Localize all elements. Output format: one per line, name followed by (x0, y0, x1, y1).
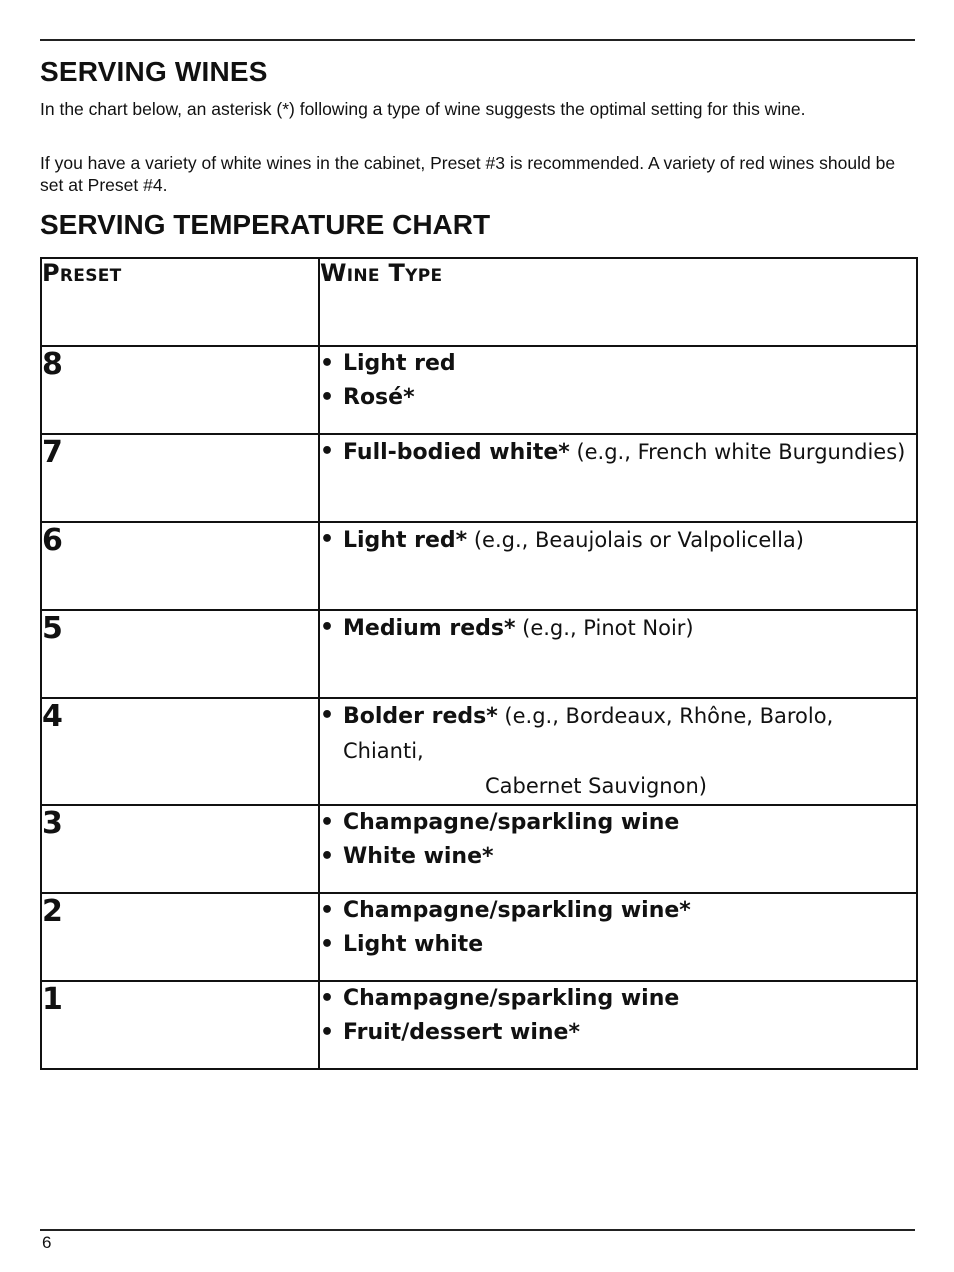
list-item: • Light red (320, 351, 456, 376)
table-row (41, 893, 917, 981)
list-item: • Bolder reds* (e.g., Bordeaux, Rhône, Barolo, Chianti, (320, 703, 834, 763)
table-row (41, 346, 917, 434)
wine-name: Champagne/sparkling wine* (343, 898, 691, 923)
preset-number: 2 (42, 894, 63, 929)
list-item: • Medium reds* (e.g., Pinot Noir) (320, 615, 694, 641)
wine-cell (319, 346, 917, 434)
preset-number: 1 (42, 982, 63, 1017)
wine-cell (319, 434, 917, 522)
wine-name: Champagne/sparkling wine (343, 986, 680, 1011)
list-item: • Champagne/sparkling wine (320, 810, 680, 835)
wine-note: (e.g., Bordeaux, Rhône, Barolo, Chianti, (343, 704, 834, 763)
list-item: • Champagne/sparkling wine* (320, 898, 691, 923)
table-row (41, 981, 917, 1069)
wine-cell (319, 698, 917, 805)
serving-temperature-table (40, 257, 918, 1070)
preset-number: 3 (42, 806, 63, 841)
section-title: SERVING WINES (40, 56, 268, 87)
list-item: • White wine* (320, 844, 494, 869)
preset-cell (41, 346, 319, 434)
list-item: • Light white (320, 932, 484, 957)
preset-header (41, 258, 319, 346)
preset-cell (41, 434, 319, 522)
table-row (41, 610, 917, 698)
wine-note: (e.g., French white Burgundies) (569, 440, 906, 464)
list-item: • Full-bodied white* (e.g., French white Burgundies) (320, 439, 906, 465)
wine-note: (e.g., Pinot Noir) (515, 616, 694, 640)
list-item: • Rosé* (320, 385, 415, 410)
preset-cell (41, 893, 319, 981)
top-rule (40, 39, 915, 41)
preset-number: 8 (42, 347, 63, 382)
wine-cell (319, 981, 917, 1069)
table-row (41, 434, 917, 522)
page-number: 6 (42, 1233, 52, 1252)
intro-paragraph-2: If you have a variety of white wines in the cabinet, Preset #3 is recommended. A variety of red wines should be set at Preset #4. (40, 153, 896, 195)
wine-note-continuation: Cabernet Sauvignon) (485, 774, 707, 798)
preset-number: 7 (42, 435, 63, 470)
wine-name: Medium reds* (343, 616, 516, 641)
preset-cell (41, 522, 319, 610)
wine-name: Light red* (343, 528, 468, 553)
preset-number: 4 (42, 699, 63, 734)
preset-cell (41, 981, 319, 1069)
list-item: • Fruit/dessert wine* (320, 1020, 580, 1045)
list-item: • Champagne/sparkling wine (320, 986, 680, 1011)
table-header-row (41, 258, 917, 346)
wine-name: Full-bodied white* (343, 440, 570, 465)
wine-type-header-label: Wine Type (320, 259, 443, 287)
bottom-rule (40, 1229, 915, 1231)
preset-cell (41, 698, 319, 805)
wine-cell (319, 805, 917, 893)
wine-cell (319, 893, 917, 981)
wine-cell (319, 522, 917, 610)
preset-number: 6 (42, 523, 63, 558)
wine-note: (e.g., Beaujolais or Valpolicella) (467, 528, 804, 552)
preset-cell (41, 805, 319, 893)
intro-paragraph-1: In the chart below, an asterisk (*) following a type of wine suggests the optimal setting for this wine. (40, 99, 806, 119)
wine-name: Light white (343, 932, 484, 957)
wine-name: Champagne/sparkling wine (343, 810, 680, 835)
table-row (41, 522, 917, 610)
wine-name: Rosé* (343, 385, 415, 410)
list-item-continuation (320, 769, 916, 804)
wine-name: Bolder reds* (343, 704, 498, 729)
wine-name: Fruit/dessert wine* (343, 1020, 580, 1045)
table-row (41, 805, 917, 893)
preset-number: 5 (42, 611, 63, 646)
table-row (41, 698, 917, 805)
list-item: • Light red* (e.g., Beaujolais or Valpolicella) (320, 527, 804, 553)
preset-cell (41, 610, 319, 698)
wine-type-header (319, 258, 917, 346)
wine-cell (319, 610, 917, 698)
chart-title: SERVING TEMPERATURE CHART (40, 209, 491, 240)
wine-name: White wine* (343, 844, 494, 869)
wine-name: Light red (343, 351, 456, 376)
preset-header-label: Preset (42, 259, 122, 287)
